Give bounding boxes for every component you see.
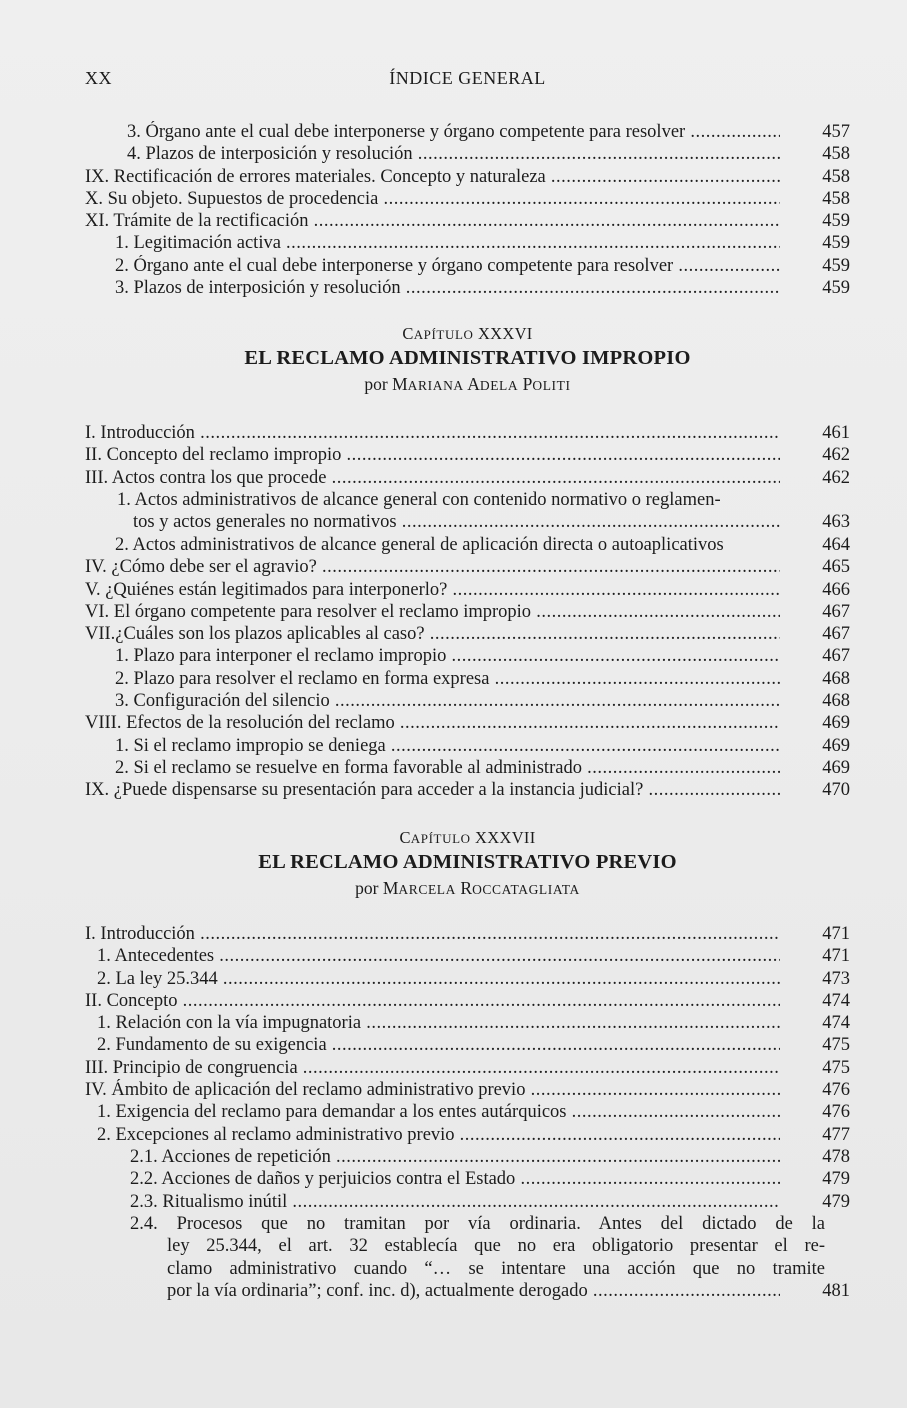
toc-entry-text: VIII. Efectos de la resolución del reclamo ..... [85, 712, 780, 734]
toc-page-number: 467 [822, 646, 850, 667]
toc-page-number: 479 [822, 1191, 850, 1212]
toc-page-number: 477 [822, 1124, 850, 1145]
toc-entry [85, 277, 850, 299]
toc-entry-text: II. Concepto ..... [85, 990, 780, 1012]
toc-page-number: 473 [822, 968, 850, 989]
toc-entry-text: 2.3. Ritualismo inútil ..... [130, 1191, 780, 1213]
toc-page-number: 471 [822, 924, 850, 944]
toc-page-number: 463 [822, 512, 850, 533]
toc-entry-text: I. Introducción ..... [85, 422, 780, 444]
toc-entry-text: 2. Si el reclamo se resuelve en forma favorable al administrado ..... [115, 757, 780, 779]
toc-entry-text: III. Principio de congruencia ..... [85, 1057, 780, 1079]
toc-entry-multiline: 2.4. Procesos que no tramitan por vía ordinaria. Antes del dictado de la ley 25.344, el art. 32 establecía que no era obligatorio presentar el re- clamo administrativo cuando “… se intentare una acción que no tramite [130, 1214, 825, 1279]
toc-page-number: 476 [822, 1080, 850, 1101]
toc-chapter-36-multiline [85, 489, 850, 534]
toc-page-number: 458 [822, 144, 850, 165]
toc-entry [85, 143, 850, 165]
toc-entry [85, 1124, 850, 1146]
toc-page-number: 478 [822, 1146, 850, 1167]
toc-page-number: 459 [822, 255, 850, 276]
toc-page-number: 459 [822, 233, 850, 254]
toc-entry-text: 2. Fundamento de su exigencia ..... [97, 1034, 780, 1056]
toc-entry [85, 534, 850, 556]
toc-entry-text: 1. Exigencia del reclamo para demandar a los entes autárquicos ..... [97, 1101, 780, 1123]
toc-entry [85, 556, 850, 578]
toc-entry [85, 712, 850, 734]
toc-entry [85, 579, 850, 601]
toc-entry-text: 4. Plazos de interposición y resolución ..... [127, 143, 780, 165]
toc-entry-text: II. Concepto del reclamo impropio ..... [85, 444, 780, 466]
toc-entry-text: 1. Antecedentes ..... [97, 945, 780, 967]
chapter-label: CAPÍTULO XXXVII [399, 828, 536, 847]
toc-page-number: 457 [822, 122, 850, 142]
toc-entry [85, 601, 850, 623]
toc-entry [85, 232, 850, 254]
toc-entry [85, 1012, 850, 1034]
toc-page-number: 470 [822, 780, 850, 801]
toc-entry-text: XI. Trámite de la rectificación ..... [85, 210, 780, 232]
running-header [85, 64, 850, 94]
toc-entry [85, 166, 850, 188]
toc-entry-text: VII.¿Cuáles son los plazos aplicables al caso? ..... [85, 623, 780, 645]
toc-entry-text: 2.1. Acciones de repetición ..... [130, 1146, 780, 1168]
toc-entry-text: 3. Órgano ante el cual debe interponerse y órgano competente para resolver ..... [127, 121, 780, 143]
toc-page-number: 466 [822, 579, 850, 600]
toc-page-number: 468 [822, 691, 850, 712]
toc-entry [85, 1034, 850, 1056]
toc-entry [85, 467, 850, 489]
toc-page-number: 471 [822, 946, 850, 967]
toc-entry-text: X. Su objeto. Supuestos de procedencia ..... [85, 188, 780, 210]
chapter-author: por MARIANA ADELA POLITI [364, 374, 571, 394]
toc-entry [85, 1146, 850, 1168]
toc-page-number: 468 [822, 668, 850, 689]
toc-entry [85, 923, 850, 945]
toc-entry-text: 2. Actos administrativos de alcance general de aplicación directa o autoaplicativos [115, 535, 724, 555]
toc-page-number: 459 [822, 278, 850, 299]
toc-entry [85, 757, 850, 779]
toc-entry-text: IX. ¿Puede dispensarse su presentación para acceder a la instancia judicial? ..... [85, 779, 780, 801]
toc-page-number: 474 [822, 1013, 850, 1034]
toc-entry-text: 3. Plazos de interposición y resolución ..... [115, 277, 780, 299]
toc-page-number: 458 [822, 188, 850, 209]
toc-entry [85, 1168, 850, 1190]
toc-entry [85, 968, 850, 990]
toc-page-number: 469 [822, 757, 850, 778]
toc-page-number: 465 [822, 557, 850, 578]
toc-entry [85, 422, 850, 444]
toc-entry-text: 1. Relación con la vía impugnatoria ..... [97, 1012, 780, 1034]
page-number: XX [85, 68, 112, 88]
toc-page-number: 461 [822, 423, 850, 443]
toc-entry [85, 255, 850, 277]
chapter-author: por MARCELA ROCCATAGLIATA [355, 878, 580, 898]
toc-chapter-36-a [85, 422, 850, 489]
toc-entry [85, 1101, 850, 1123]
toc-entry [85, 1191, 850, 1213]
toc-page-number: 462 [822, 445, 850, 466]
toc-page-number: 479 [822, 1169, 850, 1190]
toc-entry [85, 121, 850, 143]
chapter-title: EL RECLAMO ADMINISTRATIVO IMPROPIO [244, 347, 691, 369]
toc-entry-text: III. Actos contra los que procede ..... [85, 467, 780, 489]
toc-chapter-37-multiline: 2.4. Procesos que no tramitan por vía ordinaria. Antes del dictado de la ley 25.344, el art. 32 establecía que no era obligatorio presentar el re- clamo administrativo cuando “… se intentare una acción que no tramite por la vía ordinaria”; conf. inc. d), actualmente derogado ..... 481 [85, 1213, 850, 1302]
toc-entry-text: 3. Configuración del silencio ..... [115, 690, 780, 712]
toc-page-number: 475 [822, 1035, 850, 1056]
chapter-label: CAPÍTULO XXXVI [402, 324, 533, 343]
toc-page-number: 467 [822, 624, 850, 645]
toc-entry [85, 444, 850, 466]
toc-entry-text: IV. Ámbito de aplicación del reclamo administrativo previo ..... [85, 1079, 780, 1101]
toc-entry-text: V. ¿Quiénes están legitimados para interponerlo? ..... [85, 579, 780, 601]
toc-entry-text: 2. Plazo para resolver el reclamo en forma expresa ..... [115, 668, 780, 690]
toc-entry [85, 690, 850, 712]
toc-page-number: 459 [822, 211, 850, 232]
toc-entry-text: I. Introducción ..... [85, 923, 780, 945]
toc-entry [85, 188, 850, 210]
toc-entry-text: 2.2. Acciones de daños y perjuicios contra el Estado ..... [130, 1168, 780, 1190]
toc-entry-multiline: 1. Actos administrativos de alcance general con contenido normativo o reglamen- tos y actos generales no normativos ..... 463 [85, 489, 850, 534]
chapter-36-heading [85, 323, 850, 397]
chapter-title: EL RECLAMO ADMINISTRATIVO PREVIO [258, 851, 677, 873]
toc-entry [85, 735, 850, 757]
toc-page-number: 458 [822, 166, 850, 187]
toc-chapter-37 [85, 923, 850, 1213]
toc-page-number: 474 [822, 990, 850, 1011]
toc-entry-text: 1. Plazo para interponer el reclamo impropio ..... [115, 645, 780, 667]
toc-entry-text: IX. Rectificación de errores materiales. Concepto y naturaleza ..... [85, 166, 780, 188]
toc-entry-text: 2. Excepciones al reclamo administrativo previo ..... [97, 1124, 780, 1146]
toc-entry-text: VI. El órgano competente para resolver el reclamo impropio ..... [85, 601, 780, 623]
toc-entry [85, 210, 850, 232]
toc-page-number: 469 [822, 735, 850, 756]
toc-page-number: 475 [822, 1057, 850, 1078]
toc-top-section [85, 121, 850, 299]
toc-page-number: 464 [822, 535, 850, 555]
toc-entry-text: 1. Si el reclamo impropio se deniega ..... [115, 735, 780, 757]
toc-page-number: 469 [822, 713, 850, 734]
toc-entry [85, 623, 850, 645]
toc-entry-text: 1. Legitimación activa ..... [115, 232, 780, 254]
toc-entry-text: 2. La ley 25.344 ..... [97, 968, 780, 990]
toc-entry [85, 779, 850, 801]
toc-entry-text: IV. ¿Cómo debe ser el agravio? ..... [85, 556, 780, 578]
chapter-37-heading [85, 827, 850, 901]
toc-entry [85, 945, 850, 967]
toc-entry [85, 668, 850, 690]
toc-page-number: 476 [822, 1102, 850, 1123]
toc-chapter-36-b [85, 534, 850, 802]
toc-entry [85, 990, 850, 1012]
toc-entry-text: 2. Órgano ante el cual debe interponerse y órgano competente para resolver ..... [115, 255, 780, 277]
toc-page-number: 467 [822, 601, 850, 622]
toc-page-number: 462 [822, 467, 850, 488]
toc-entry [85, 645, 850, 667]
running-title: ÍNDICE GENERAL [389, 68, 546, 88]
toc-entry [85, 1057, 850, 1079]
toc-page-number: 481 [822, 1280, 850, 1301]
toc-entry [85, 1079, 850, 1101]
